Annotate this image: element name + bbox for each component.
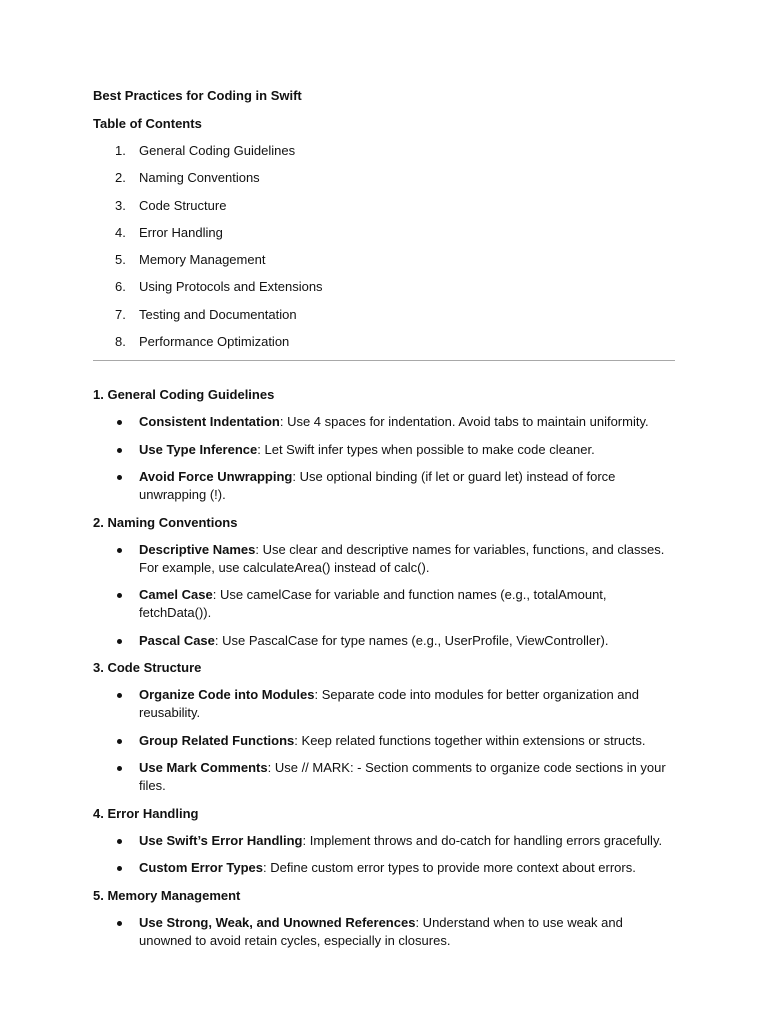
bullet-term: Consistent Indentation bbox=[139, 414, 280, 430]
bullet-term: Use Strong, Weak, and Unowned References bbox=[139, 914, 416, 930]
toc-item-label: Memory Management bbox=[139, 252, 266, 268]
bullet-icon bbox=[117, 420, 122, 425]
bullet-icon bbox=[117, 639, 122, 644]
bullet-term: Avoid Force Unwrapping bbox=[139, 469, 293, 485]
toc-item-label: Code Structure bbox=[139, 197, 227, 213]
horizontal-divider bbox=[93, 360, 675, 361]
bullet-text: : Understand when to use weak and unowned to avoid retain cycles, especially in closures. bbox=[139, 914, 623, 948]
bullet-icon bbox=[117, 739, 122, 744]
bullet-item bbox=[93, 632, 675, 650]
toc-item-label: Error Handling bbox=[139, 224, 223, 240]
section-heading: 3. Code Structure bbox=[93, 660, 202, 676]
bullet-text: : Define custom error types to provide more context about errors. bbox=[263, 860, 636, 876]
bullet-icon bbox=[117, 766, 122, 771]
bullet-item bbox=[93, 732, 675, 750]
bullet-term: Organize Code into Modules bbox=[139, 687, 315, 703]
bullet-term: Use Mark Comments bbox=[139, 760, 268, 776]
bullet-text: : Use PascalCase for type names (e.g., UserProfile, ViewController). bbox=[214, 632, 609, 648]
bullet-item bbox=[93, 859, 675, 877]
toc-item bbox=[93, 278, 675, 296]
toc-item-label: Naming Conventions bbox=[139, 170, 260, 186]
bullet-term: Camel Case bbox=[139, 587, 213, 603]
bullet-icon bbox=[117, 866, 122, 871]
bullet-item bbox=[93, 586, 675, 622]
bullet-item bbox=[93, 914, 675, 950]
bullet-text: : Separate code into modules for better organization and reusability. bbox=[139, 687, 640, 721]
toc-item-number: 6. bbox=[115, 279, 126, 295]
bullet-icon bbox=[117, 593, 122, 598]
bullet-icon bbox=[117, 921, 122, 926]
bullet-item bbox=[93, 413, 675, 431]
toc-item-number: 8. bbox=[115, 334, 126, 350]
toc-item-label: Testing and Documentation bbox=[139, 306, 297, 322]
toc-item-label: General Coding Guidelines bbox=[139, 143, 296, 158]
bullet-item bbox=[93, 441, 675, 459]
bullet-list bbox=[93, 832, 675, 878]
toc-item-number: 4. bbox=[115, 224, 126, 240]
toc-item-number: 1. bbox=[115, 143, 126, 158]
table-of-contents bbox=[93, 142, 675, 351]
bullet-text: : Keep related functions together within extensions or structs. bbox=[294, 732, 646, 748]
bullet-term: Custom Error Types bbox=[139, 860, 264, 876]
toc-item bbox=[93, 142, 675, 160]
section-heading: 5. Memory Management bbox=[93, 887, 241, 903]
bullet-term: Descriptive Names bbox=[139, 541, 256, 557]
section-heading: 4. Error Handling bbox=[93, 805, 199, 821]
toc-item bbox=[93, 306, 675, 324]
bullet-text: : Use optional binding (if let or guard let) instead of force unwrapping (!). bbox=[139, 469, 616, 503]
document-title: Best Practices for Coding in Swift bbox=[93, 88, 302, 103]
toc-item-label: Performance Optimization bbox=[139, 334, 290, 350]
bullet-list bbox=[93, 686, 675, 795]
bullet-text: : Implement throws and do-catch for handling errors gracefully. bbox=[302, 832, 663, 848]
bullet-term: Use Swift’s Error Handling bbox=[139, 832, 303, 848]
bullet-icon bbox=[117, 839, 122, 844]
bullet-icon bbox=[117, 448, 122, 453]
bullet-icon bbox=[117, 693, 122, 698]
toc-item-number: 2. bbox=[115, 170, 126, 186]
bullet-list bbox=[93, 541, 675, 650]
bullet-list bbox=[93, 413, 675, 504]
toc-heading: Table of Contents bbox=[93, 116, 202, 131]
bullet-list bbox=[93, 914, 675, 950]
bullet-text: : Use camelCase for variable and function names (e.g., totalAmount, fetchData()). bbox=[139, 587, 607, 621]
toc-item-number: 3. bbox=[115, 197, 126, 213]
toc-item-number: 5. bbox=[115, 252, 126, 268]
bullet-term: Use Type Inference bbox=[139, 441, 258, 457]
bullet-item bbox=[93, 832, 675, 850]
section-heading: 2. Naming Conventions bbox=[93, 514, 238, 530]
bullet-text: : Let Swift infer types when possible to make code cleaner. bbox=[257, 441, 595, 457]
bullet-term: Group Related Functions bbox=[139, 732, 295, 748]
bullet-text: : Use clear and descriptive names for variables, functions, and classes. For example, use calculateArea() instead of calc(). bbox=[139, 541, 665, 575]
bullet-icon bbox=[117, 475, 122, 480]
toc-item-label: Using Protocols and Extensions bbox=[139, 279, 323, 295]
toc-item bbox=[93, 197, 675, 215]
toc-item bbox=[93, 224, 675, 242]
document-body bbox=[93, 87, 675, 959]
bullet-text: : Use // MARK: - Section comments to organize code sections in your files. bbox=[139, 760, 666, 794]
bullet-text: : Use 4 spaces for indentation. Avoid tabs to maintain uniformity. bbox=[279, 414, 649, 430]
toc-item bbox=[93, 333, 675, 351]
bullet-item bbox=[93, 541, 675, 577]
bullet-icon bbox=[117, 548, 122, 553]
toc-item bbox=[93, 251, 675, 269]
toc-item bbox=[93, 169, 675, 187]
bullet-item bbox=[93, 686, 675, 722]
bullet-term: Pascal Case bbox=[139, 632, 215, 648]
bullet-item bbox=[93, 759, 675, 795]
toc-item-number: 7. bbox=[115, 306, 126, 322]
bullet-item bbox=[93, 468, 675, 504]
section-heading: 1. General Coding Guidelines bbox=[93, 387, 275, 403]
